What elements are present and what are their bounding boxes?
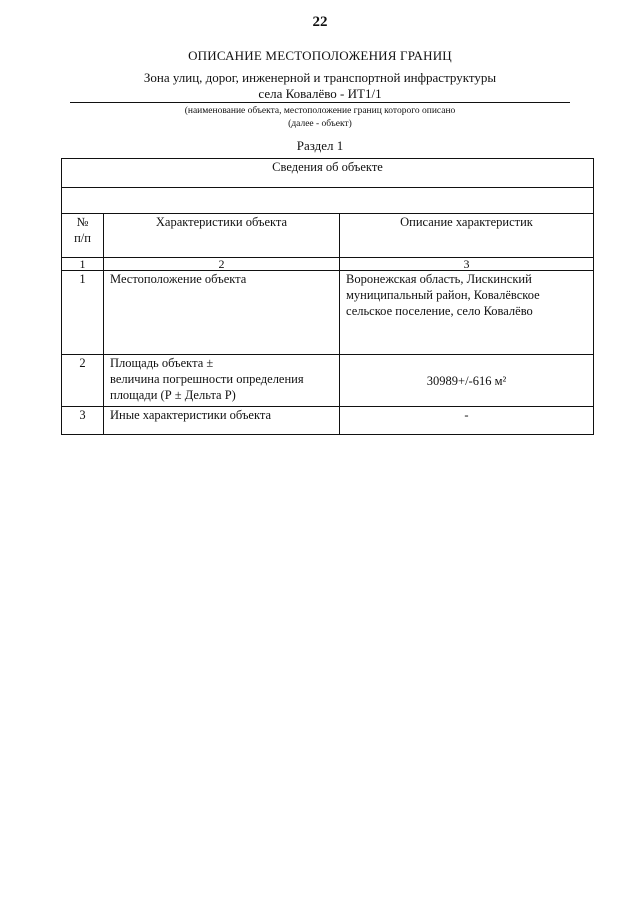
table-blank-row (62, 188, 594, 214)
table-row (62, 407, 594, 435)
row-description: Воронежская область, Лискинский муниципальный район, Ковалёвское сельское поселение, село Ковалёво (340, 271, 594, 355)
index-cell-1: 1 (62, 258, 104, 271)
object-name (0, 70, 640, 102)
table-row (62, 355, 594, 407)
row-characteristic: Местоположение объекта (104, 271, 340, 355)
table-title: Сведения об объекте (62, 159, 594, 188)
row-characteristic: Иные характеристики объекта (104, 407, 340, 435)
object-name-line2: села Ковалёво - ИТ1/1 (258, 86, 382, 101)
page-number: 22 (312, 14, 328, 30)
row-characteristic: Площадь объекта ± величина погрешности определения площади (Р ± Дельта Р) (104, 355, 340, 407)
caption-line2: (далее - объект) (288, 119, 352, 129)
table-row (62, 271, 594, 355)
header-description: Описание характеристик (340, 214, 594, 258)
row-num: 1 (62, 271, 104, 355)
table-index-row (62, 258, 594, 271)
object-name-line1: Зона улиц, дорог, инженерной и транспортной инфраструктуры (143, 70, 497, 85)
index-cell-3: 3 (340, 258, 594, 271)
table-blank-cell (62, 188, 594, 214)
section-label: Раздел 1 (296, 138, 344, 153)
header-num: № п/п (62, 214, 104, 258)
table-title-row (62, 159, 594, 188)
row-num: 2 (62, 355, 104, 407)
object-info-table (61, 158, 594, 435)
table-header-row (62, 214, 594, 258)
document-title: ОПИСАНИЕ МЕСТОПОЛОЖЕНИЯ ГРАНИЦ (188, 48, 452, 63)
row-description: 30989+/-616 м² (340, 355, 594, 407)
index-cell-2: 2 (104, 258, 340, 271)
header-characteristics: Характеристики объекта (104, 214, 340, 258)
object-name-underline (70, 102, 570, 103)
object-name-caption (0, 105, 640, 131)
row-num: 3 (62, 407, 104, 435)
caption-line1: (наименование объекта, местоположение границ которого описано (184, 106, 456, 116)
row-description: - (340, 407, 594, 435)
